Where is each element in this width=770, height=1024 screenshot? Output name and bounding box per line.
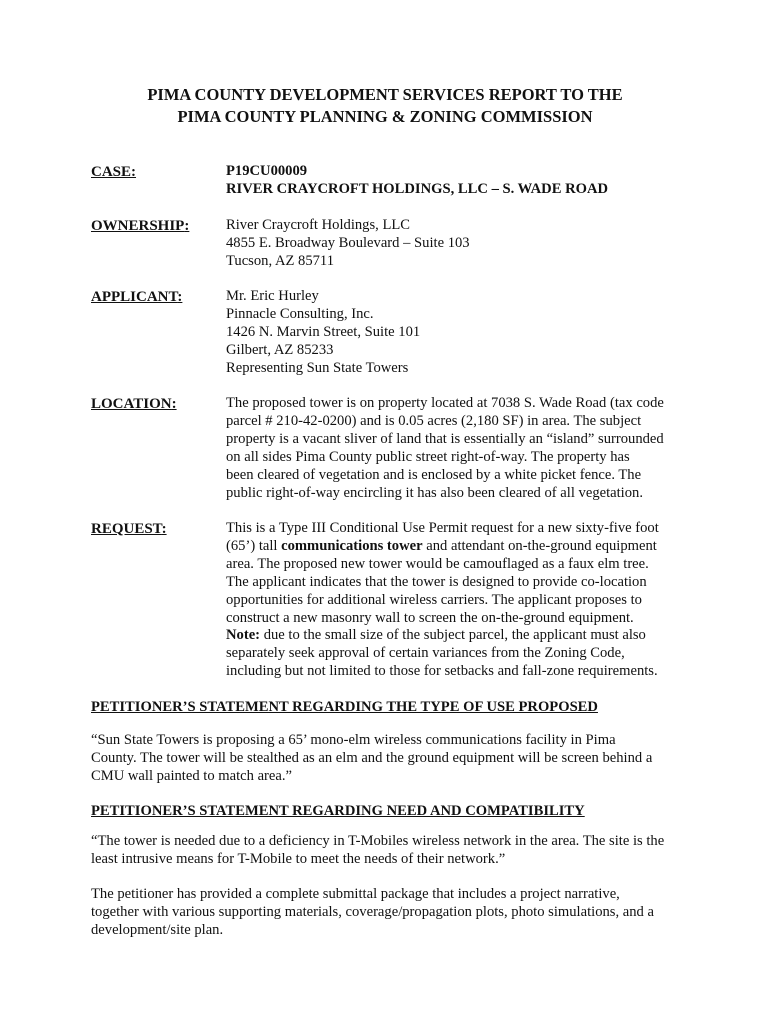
case-number: P19CU00009 [226,163,308,179]
ownership-line: River Craycroft Holdings, LLC [226,217,411,233]
submittal-line: together with various supporting materials, coverage/propagation plots, photo simulations, and a [91,903,654,920]
location-line: parcel # 210-42-0200) and is 0.05 acres (2,180 SF) in area. The subject [226,412,642,429]
case-value [226,163,696,199]
applicant-line: Gilbert, AZ 85233 [226,341,334,358]
applicant-line: Pinnacle Consulting, Inc. [226,305,374,322]
statement-line: County. The tower will be stealthed as an elm and the ground equipment will be screen behind a [91,749,653,766]
petitioner-use-heading: PETITIONER’S STATEMENT REGARDING THE TYPE OF USE PROPOSED [91,699,598,715]
request-line: (65’) tall communications tower and attendant on-the-ground equipment [226,537,657,554]
ownership-line: Tucson, AZ 85711 [226,252,334,269]
petitioner-need-statement [91,833,701,869]
statement-line: “Sun State Towers is proposing a 65’ mono-elm wireless communications facility in Pima [91,732,616,748]
case-label: CASE: [91,164,137,180]
submittal-line: development/site plan. [91,921,224,938]
ownership-line: 4855 E. Broadway Boulevard – Suite 103 [226,234,470,251]
location-value [226,395,696,502]
applicant-value [226,288,696,378]
statement-line: CMU wall painted to match area.” [91,767,292,784]
submittal-paragraph [91,886,701,940]
request-line: separately seek approval of certain variances from the Zoning Code, [226,645,625,662]
ownership-value [226,217,696,271]
applicant-line: 1426 N. Marvin Street, Suite 101 [226,323,421,340]
statement-line: “The tower is needed due to a deficiency in T-Mobiles wireless network in the area. The site is the [91,833,665,849]
location-line: on all sides Pima County public street right-of-way. The property has [226,448,630,465]
request-line: construct a new masonry wall to screen the on-the-ground equipment. [226,609,634,626]
location-label: LOCATION: [91,396,177,412]
request-line: including but not limited to those for setbacks and fall-zone requirements. [226,663,658,680]
title-line-1: PIMA COUNTY DEVELOPMENT SERVICES REPORT TO THE [147,85,623,104]
location-line: been cleared of vegetation and is enclosed by a white picket fence. The [226,466,642,483]
applicant-line: Representing Sun State Towers [226,359,409,376]
request-value [226,520,696,681]
location-line: property is a vacant sliver of land that is essentially an “island” surrounded [226,430,664,447]
title-line-2: PIMA COUNTY PLANNING & ZONING COMMISSION [177,107,593,126]
request-emphasis: communications tower [281,537,423,554]
request-label: REQUEST: [91,521,167,537]
case-name: RIVER CRAYCROFT HOLDINGS, LLC – S. WADE ROAD [226,180,609,197]
request-line: The applicant indicates that the tower is designed to provide co-location [226,573,647,590]
request-line: This is a Type III Conditional Use Permit request for a new sixty-five foot [226,520,659,536]
submittal-line: The petitioner has provided a complete submittal package that includes a project narrative, [91,886,620,902]
petitioner-use-statement [91,732,701,786]
report-title [60,84,710,128]
request-note-line: Note: due to the small size of the subject parcel, the applicant must also [226,627,646,644]
note-label: Note: [226,627,261,644]
location-line: public right-of-way encircling it has also been cleared of all vegetation. [226,484,643,501]
location-line: The proposed tower is on property located at 7038 S. Wade Road (tax code [226,395,664,411]
ownership-label: OWNERSHIP: [91,218,190,234]
applicant-line: Mr. Eric Hurley [226,288,319,304]
request-line: opportunities for additional wireless carriers. The applicant proposes to [226,591,642,608]
applicant-label: APPLICANT: [91,289,183,305]
petitioner-need-heading: PETITIONER’S STATEMENT REGARDING NEED AND COMPATIBILITY [91,803,585,819]
request-line: area. The proposed new tower would be camouflaged as a faux elm tree. [226,555,649,572]
statement-line: least intrusive means for T-Mobile to meet the needs of their network.” [91,850,506,867]
